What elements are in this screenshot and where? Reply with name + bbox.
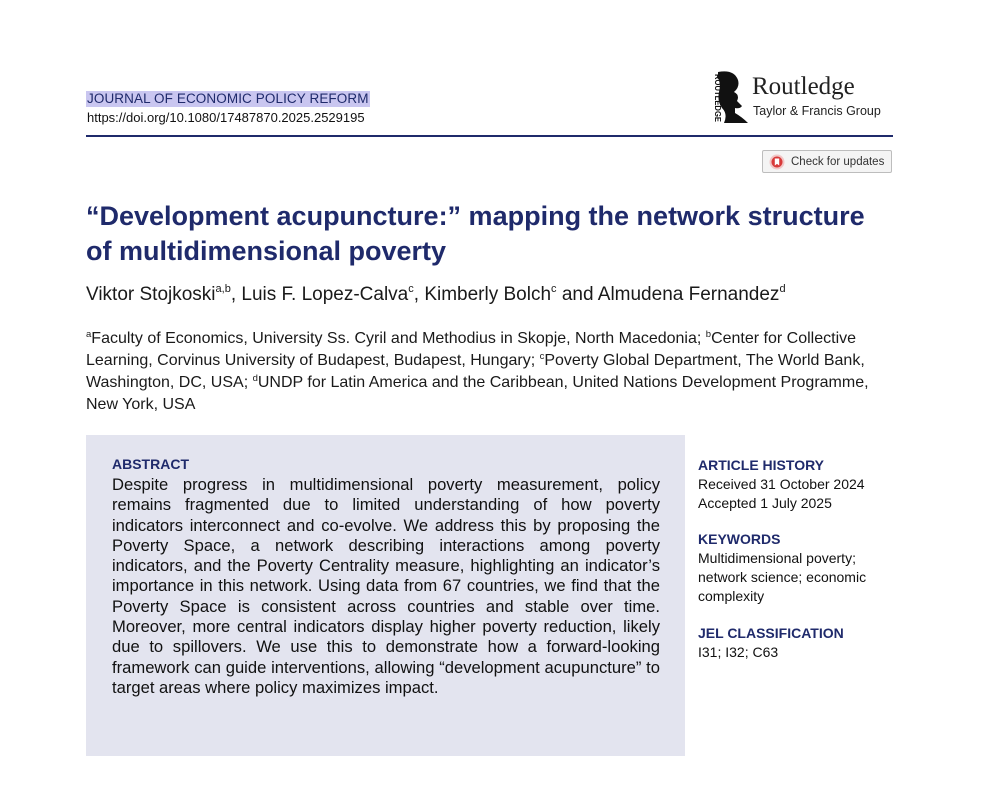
abstract-text: Despite progress in multidimensional poverty measurement, policy remains fragmented due to limited understanding of how poverty indicators interconnect and co-evolve. We address this by proposing the Poverty Space, a network describing interactions among poverty indicators, and the Poverty Centrality measure, highlighting an indicator’s importance in this network. Using data from 67 countries, we find that the Poverty Space is consistent across countries and stable over time. Moreover, more central indicators display higher poverty reduction, likely due to spillovers. We use this to demonstrate how a forward-looking framework can guide interventions, allowing “development acupuncture” to target areas where policy maximizes impact. (112, 475, 660, 697)
keywords-section (698, 531, 908, 606)
article-title (86, 199, 906, 269)
publisher-name: Routledge (752, 73, 855, 100)
affiliation-text: Faculty of Economics, University Ss. Cyril and Methodius in Skopje, North Macedonia; (91, 330, 706, 347)
affiliations (86, 328, 901, 416)
check-for-updates-label: Check for updates (791, 155, 885, 168)
title-line-2: of multidimensional poverty (86, 236, 447, 266)
affil-sup: a (86, 329, 92, 340)
received-date: Received 31 October 2024 (698, 476, 865, 492)
publisher-group: Taylor & Francis Group (753, 104, 881, 118)
affiliation-text: Center for Collective Learning, Corvinus University of Budapest, Budapest, Hungary; (86, 330, 857, 369)
author-separator: , (413, 284, 425, 305)
author-name[interactable]: Almudena Fernandez (597, 284, 780, 305)
bookmark-badge-icon (769, 154, 785, 170)
author-separator: and (556, 284, 598, 305)
author-separator: , (230, 284, 242, 305)
author-name[interactable]: Kimberly Bolch (424, 284, 552, 305)
article-history-heading: ARTICLE HISTORY (698, 457, 825, 473)
affil-sup: d (252, 373, 258, 384)
affil-sup: b (705, 329, 712, 340)
author-affil-sup: a,b (215, 283, 231, 295)
author-affil-sup: d (779, 283, 786, 295)
keywords-list: Multidimensional poverty; network science; economic complexity (698, 550, 867, 604)
jel-codes: I31; I32; C63 (698, 644, 779, 660)
journal-name: JOURNAL OF ECONOMIC POLICY REFORM (87, 91, 369, 106)
doi-link[interactable]: https://doi.org/10.1080/17487870.2025.2529195 (87, 110, 365, 125)
publisher-vertical-text: ROUTLEDGE (713, 74, 722, 125)
affil-sup: c (539, 351, 545, 362)
jel-heading: JEL CLASSIFICATION (698, 625, 844, 641)
title-line-1: “Development acupuncture:” mapping the network structure (86, 201, 865, 231)
author-name[interactable]: Luis F. Lopez-Calva (241, 284, 409, 305)
affiliation-text: Poverty Global Department, The World Bank, Washington, DC, USA; (86, 352, 865, 391)
publisher-logo (704, 70, 904, 126)
author-affil-sup: c (408, 283, 414, 295)
affiliation-text: UNDP for Latin America and the Caribbean, United Nations Development Programme, New York, USA (86, 374, 869, 413)
author-list (86, 284, 916, 306)
article-history (698, 457, 908, 513)
abstract-heading: ABSTRACT (112, 456, 189, 472)
keywords-heading: KEYWORDS (698, 531, 781, 547)
jel-section (698, 625, 908, 662)
author-affil-sup: c (551, 283, 557, 295)
abstract-box (86, 435, 685, 756)
accepted-date: Accepted 1 July 2025 (698, 495, 832, 511)
header-rule (86, 135, 893, 137)
author-name[interactable]: Viktor Stojkoski (86, 284, 216, 305)
routledge-head-icon (704, 70, 750, 126)
check-for-updates-button[interactable] (762, 150, 892, 173)
